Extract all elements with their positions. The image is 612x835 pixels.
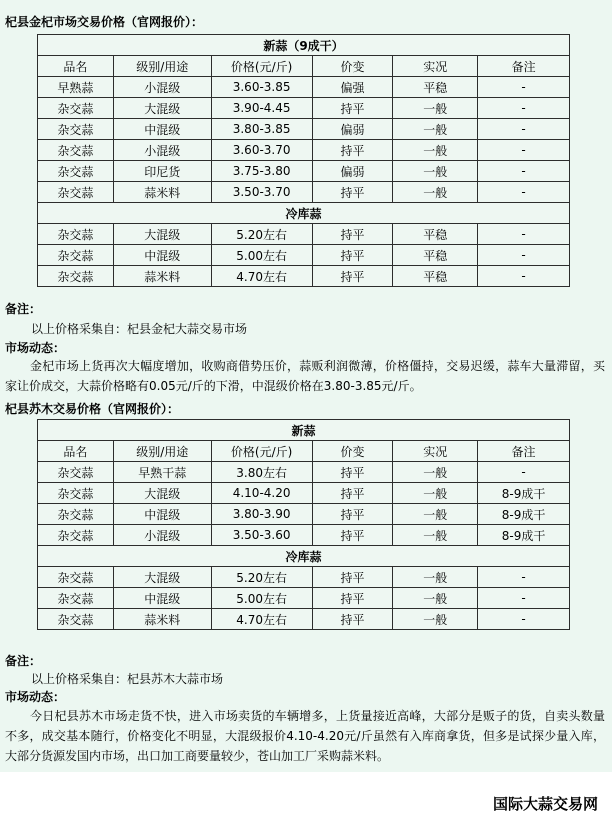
market2-note-text: 以上价格采集自：杞县苏木大蒜市场 <box>31 672 224 686</box>
table-cell: 偏弱 <box>312 161 393 182</box>
table-cell: - <box>478 245 570 266</box>
table-cell: 持平 <box>312 224 393 245</box>
column-header-row <box>38 441 570 462</box>
table-cell: 持平 <box>312 525 393 546</box>
table-cell: 5.00左右 <box>211 588 312 609</box>
table-cell: 3.60-3.70 <box>211 140 312 161</box>
table-cell: 中混级 <box>113 504 211 525</box>
table-cell: 一般 <box>393 140 478 161</box>
table-cell: - <box>478 98 570 119</box>
table-cell: 5.20左右 <box>211 567 312 588</box>
table-cell: 3.80-3.90 <box>211 504 312 525</box>
table-row <box>38 525 570 546</box>
table-cell: 4.70左右 <box>211 266 312 287</box>
table-cell: 一般 <box>393 119 478 140</box>
table-cell: - <box>478 140 570 161</box>
table-cell: 大混级 <box>113 224 211 245</box>
table-cell: - <box>478 224 570 245</box>
table-cell: 持平 <box>312 245 393 266</box>
column-header: 备注 <box>478 441 570 462</box>
market2-price-table <box>37 419 570 630</box>
table-cell: 4.10-4.20 <box>211 483 312 504</box>
table-cell: 杂交蒜 <box>38 161 114 182</box>
table-cell: 早熟蒜 <box>38 77 114 98</box>
table-row <box>38 98 570 119</box>
table-cell: 偏强 <box>312 77 393 98</box>
table-cell: 持平 <box>312 567 393 588</box>
table-cell: 一般 <box>393 525 478 546</box>
market2-title: 杞县苏木交易价格（官网报价）： <box>5 402 180 416</box>
section-header: 新蒜 <box>38 420 570 441</box>
table-cell: 杂交蒜 <box>38 567 114 588</box>
table-cell: 8-9成干 <box>478 504 570 525</box>
table-cell: 一般 <box>393 182 478 203</box>
table-cell: 中混级 <box>113 588 211 609</box>
market2-dynamics-text: 今日杞县苏木市场走货不快，进入市场卖货的车辆增多，上货量接近高峰，大部分是贩子的货，自卖头数量不多，成交基本随行，价格变化不明显，大混级报价4.10-4.20元/斤虽然有入库商拿货，但多是试探少量入库，大部分货源发国内市场，出口加工商要量较少，苍山加工厂采购蒜米料。 <box>5 709 605 763</box>
table-cell: 3.75-3.80 <box>211 161 312 182</box>
table-row <box>38 567 570 588</box>
column-header: 品名 <box>38 56 114 77</box>
table-row <box>38 77 570 98</box>
column-header-row <box>38 56 570 77</box>
table-cell: 杂交蒜 <box>38 182 114 203</box>
table-cell: 杂交蒜 <box>38 245 114 266</box>
market1-dynamics-label: 市场动态： <box>5 341 66 355</box>
table-row <box>38 483 570 504</box>
section-header: 新蒜（9成干） <box>38 35 570 56</box>
table-cell: 蒜米料 <box>113 266 211 287</box>
table-cell: 早熟干蒜 <box>113 462 211 483</box>
table-cell: 持平 <box>312 140 393 161</box>
column-header: 价格(元/斤) <box>211 56 312 77</box>
table-cell: 一般 <box>393 98 478 119</box>
table-cell: 一般 <box>393 588 478 609</box>
table-row <box>38 462 570 483</box>
section-row <box>38 420 570 441</box>
table-cell: 持平 <box>312 182 393 203</box>
column-header: 实况 <box>393 441 478 462</box>
table-cell: - <box>478 161 570 182</box>
table-cell: 8-9成干 <box>478 525 570 546</box>
table-cell: 杂交蒜 <box>38 462 114 483</box>
column-header: 价格(元/斤) <box>211 441 312 462</box>
table-cell: 中混级 <box>113 119 211 140</box>
section-row <box>38 546 570 567</box>
market1-dynamics-text: 金杞市场上货再次大幅度增加，收购商借势压价，蒜贩利润微薄，价格僵持，交易迟缓，蒜车大量滞留，买家让价成交，大蒜价格略有0.05元/斤的下滑，中混级价格在3.80-3.85元/斤。 <box>5 359 605 393</box>
table-row <box>38 140 570 161</box>
table-cell: 杂交蒜 <box>38 224 114 245</box>
table-cell: 小混级 <box>113 77 211 98</box>
column-header: 级别/用途 <box>113 441 211 462</box>
table-cell: 蒜米料 <box>113 182 211 203</box>
table-cell: 持平 <box>312 483 393 504</box>
table-cell: 杂交蒜 <box>38 588 114 609</box>
table-cell: 偏弱 <box>312 119 393 140</box>
table-cell: 平稳 <box>393 224 478 245</box>
table-cell: - <box>478 588 570 609</box>
market2-note-label: 备注： <box>5 654 42 668</box>
column-header: 价变 <box>312 441 393 462</box>
table-cell: 杂交蒜 <box>38 119 114 140</box>
table-cell: 5.00左右 <box>211 245 312 266</box>
table-cell: - <box>478 119 570 140</box>
table-row <box>38 588 570 609</box>
table-row <box>38 245 570 266</box>
column-header: 备注 <box>478 56 570 77</box>
column-header: 品名 <box>38 441 114 462</box>
table-cell: 平稳 <box>393 245 478 266</box>
market1-note-text: 以上价格采集自：杞县金杞大蒜交易市场 <box>31 322 248 336</box>
table-row <box>38 182 570 203</box>
table-cell: 4.70左右 <box>211 609 312 630</box>
section-row <box>38 203 570 224</box>
table-cell: 一般 <box>393 462 478 483</box>
table-cell: 3.80左右 <box>211 462 312 483</box>
table-cell: 一般 <box>393 504 478 525</box>
market1-note-label: 备注： <box>5 302 42 316</box>
column-header: 实况 <box>393 56 478 77</box>
table-cell: 3.50-3.70 <box>211 182 312 203</box>
table-cell: 3.60-3.85 <box>211 77 312 98</box>
table-cell: 小混级 <box>113 140 211 161</box>
table-cell: 8-9成干 <box>478 483 570 504</box>
table-cell: 持平 <box>312 462 393 483</box>
table-cell: - <box>478 462 570 483</box>
table-row <box>38 504 570 525</box>
table-cell: 杂交蒜 <box>38 609 114 630</box>
table-cell: 一般 <box>393 161 478 182</box>
table-row <box>38 224 570 245</box>
table-cell: - <box>478 77 570 98</box>
table-cell: 杂交蒜 <box>38 266 114 287</box>
site-brand: 国际大蒜交易网 <box>492 795 598 813</box>
table-row <box>38 609 570 630</box>
table-cell: 杂交蒜 <box>38 140 114 161</box>
table-cell: - <box>478 266 570 287</box>
market2-dynamics-label: 市场动态： <box>5 690 66 704</box>
table-cell: 杂交蒜 <box>38 504 114 525</box>
table-cell: 持平 <box>312 504 393 525</box>
table-cell: 平稳 <box>393 266 478 287</box>
table-cell: 杂交蒜 <box>38 483 114 504</box>
table-row <box>38 119 570 140</box>
section-header: 冷库蒜 <box>38 546 570 567</box>
table-cell: 持平 <box>312 266 393 287</box>
table-cell: 杂交蒜 <box>38 98 114 119</box>
column-header: 级别/用途 <box>113 56 211 77</box>
table-cell: 3.80-3.85 <box>211 119 312 140</box>
table-cell: 持平 <box>312 98 393 119</box>
column-header: 价变 <box>312 56 393 77</box>
section-header: 冷库蒜 <box>38 203 570 224</box>
table-row <box>38 266 570 287</box>
table-cell: 一般 <box>393 567 478 588</box>
section-row <box>38 35 570 56</box>
table-cell: 持平 <box>312 588 393 609</box>
table-cell: 5.20左右 <box>211 224 312 245</box>
table-cell: 大混级 <box>113 98 211 119</box>
table-cell: 一般 <box>393 609 478 630</box>
table-cell: 印尼货 <box>113 161 211 182</box>
table-cell: 3.50-3.60 <box>211 525 312 546</box>
table-cell: - <box>478 609 570 630</box>
table-cell: 一般 <box>393 483 478 504</box>
table-cell: - <box>478 182 570 203</box>
table-cell: 小混级 <box>113 525 211 546</box>
table-cell: 中混级 <box>113 245 211 266</box>
market1-price-table <box>37 34 570 287</box>
table-cell: 大混级 <box>113 483 211 504</box>
table-cell: 平稳 <box>393 77 478 98</box>
table-cell: 蒜米料 <box>113 609 211 630</box>
table-row <box>38 161 570 182</box>
table-cell: 3.90-4.45 <box>211 98 312 119</box>
table-cell: 杂交蒜 <box>38 525 114 546</box>
table-cell: - <box>478 567 570 588</box>
market1-title: 杞县金杞市场交易价格（官网报价）： <box>5 15 204 29</box>
table-cell: 持平 <box>312 609 393 630</box>
table-cell: 大混级 <box>113 567 211 588</box>
